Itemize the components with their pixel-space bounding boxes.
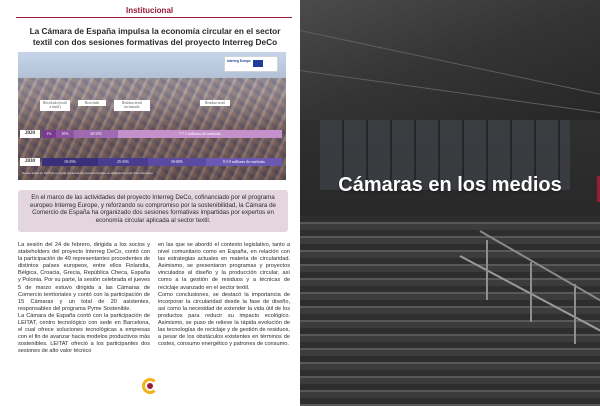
textile-infographic	[18, 52, 286, 180]
row-segment: 30-35%	[74, 130, 118, 138]
body-paragraph: Como conclusiones, se destacó la importancia de incorporar la circularidad desde la fase de diseño, así como la necesidad de extender la vida útil de los productos para reducir su impacto ecológico. Asimismo, se puso de relieve la rápida evolución de las tecnologías de reciclaje y de gestión de residuos, a pesar de los obstáculos existentes en términos de costes, consumo energético y patrones de consumo.	[158, 291, 290, 348]
row-segment: 18-25%	[42, 158, 98, 166]
handrail-post	[486, 240, 488, 300]
logo-core	[147, 383, 153, 389]
row-segment: 7-7.5 millones de toneladas	[118, 130, 282, 138]
figure-row-2020	[18, 130, 286, 138]
figure-label: Residuo textil incinerado	[114, 100, 150, 111]
body-column-left	[18, 242, 150, 356]
article-callout: En el marco de las actividades del proyecto Interreg DeCo, cofinanciado por el programa europeo Interreg Europe, y reforzando su compromiso por la sostenibilidad, la Cámara de Comercio de España ha organizado dos sesiones formativas impartidas por expertos en economía circular aplicada al sector textil.	[18, 190, 288, 232]
handrail-post	[574, 284, 576, 344]
body-paragraph: La sesión del 24 de febrero, dirigida a los socios y stakeholders del proyecto Interreg DeCo, contó con la participación de 49 representantes procedentes de distintos países europeos, entre ellos Finlandia, Bélgica, Croacia, Grecia, República Checa, España y Polonia. Por su parte, la sesión celebrada el jueves 5 de marzo estuvo dirigida a las Cámaras de Comercio territoriales y contó con la participación de 15 Cámaras y un total de 20 asistentes, responsables del programa Pyme Sostenible.	[18, 242, 150, 312]
section-tag: Institucional	[126, 6, 174, 15]
camara-logo-icon	[142, 378, 158, 394]
article-headline: La Cámara de España impulsa la economía circular en el sector textil con dos sesiones formativas del proyecto Interreg DeCo	[29, 26, 281, 47]
figure-label: Residuo textil	[200, 100, 230, 106]
figure-row-2030	[18, 158, 286, 166]
figure-source: Desde antes de 2025 la recogida separada de residuos textiles es obligatoria en la Unión Europea	[22, 171, 153, 175]
section-cover-title: Cámaras en los medios	[338, 174, 562, 196]
row-segment: 8.5-9 millones de toneladas	[206, 158, 282, 166]
right-page-cover	[300, 0, 600, 406]
row-segment: 25-35%	[98, 158, 148, 166]
row-year: 2030	[20, 158, 40, 166]
row-year: 2020	[20, 130, 40, 138]
row-segment: 50-80%	[148, 158, 206, 166]
body-paragraph: en las que se abordó el contexto legislativo, tanto a nivel comunitario como en España, en relación con las estrategias actuales en materia de circularidad. Asimismo, se presentaron programas y proyectos vinculados al diseño y la producción circular, así como a la gestión de residuos y a técnicas de reciclaje avanzado en el sector textil.	[158, 242, 290, 291]
body-column-right	[158, 242, 290, 348]
figure-label: Reciclado	[78, 100, 106, 106]
top-rule	[16, 17, 292, 18]
figure-label: Reciclado (textil a textil)	[40, 100, 70, 111]
logo-text: Interreg Europe	[227, 59, 251, 63]
eu-flag-icon	[253, 60, 263, 67]
handrail-post	[530, 262, 532, 322]
row-segment: 1%	[42, 130, 56, 138]
row-segment: 10%	[56, 130, 74, 138]
stairs	[300, 216, 600, 406]
building-roof	[300, 0, 600, 120]
interreg-europe-logo	[224, 56, 278, 72]
body-paragraph: La Cámara de España contó con la participación de LEITAT, centro tecnológico con sede en Barcelona, el cual ofrece soluciones tecnológicas a empresas con el fin de avanzar hacia modelos productivos más sostenibles. LEITAT ofreció a los participantes dos sesiones de alto valor técnico	[18, 312, 150, 355]
